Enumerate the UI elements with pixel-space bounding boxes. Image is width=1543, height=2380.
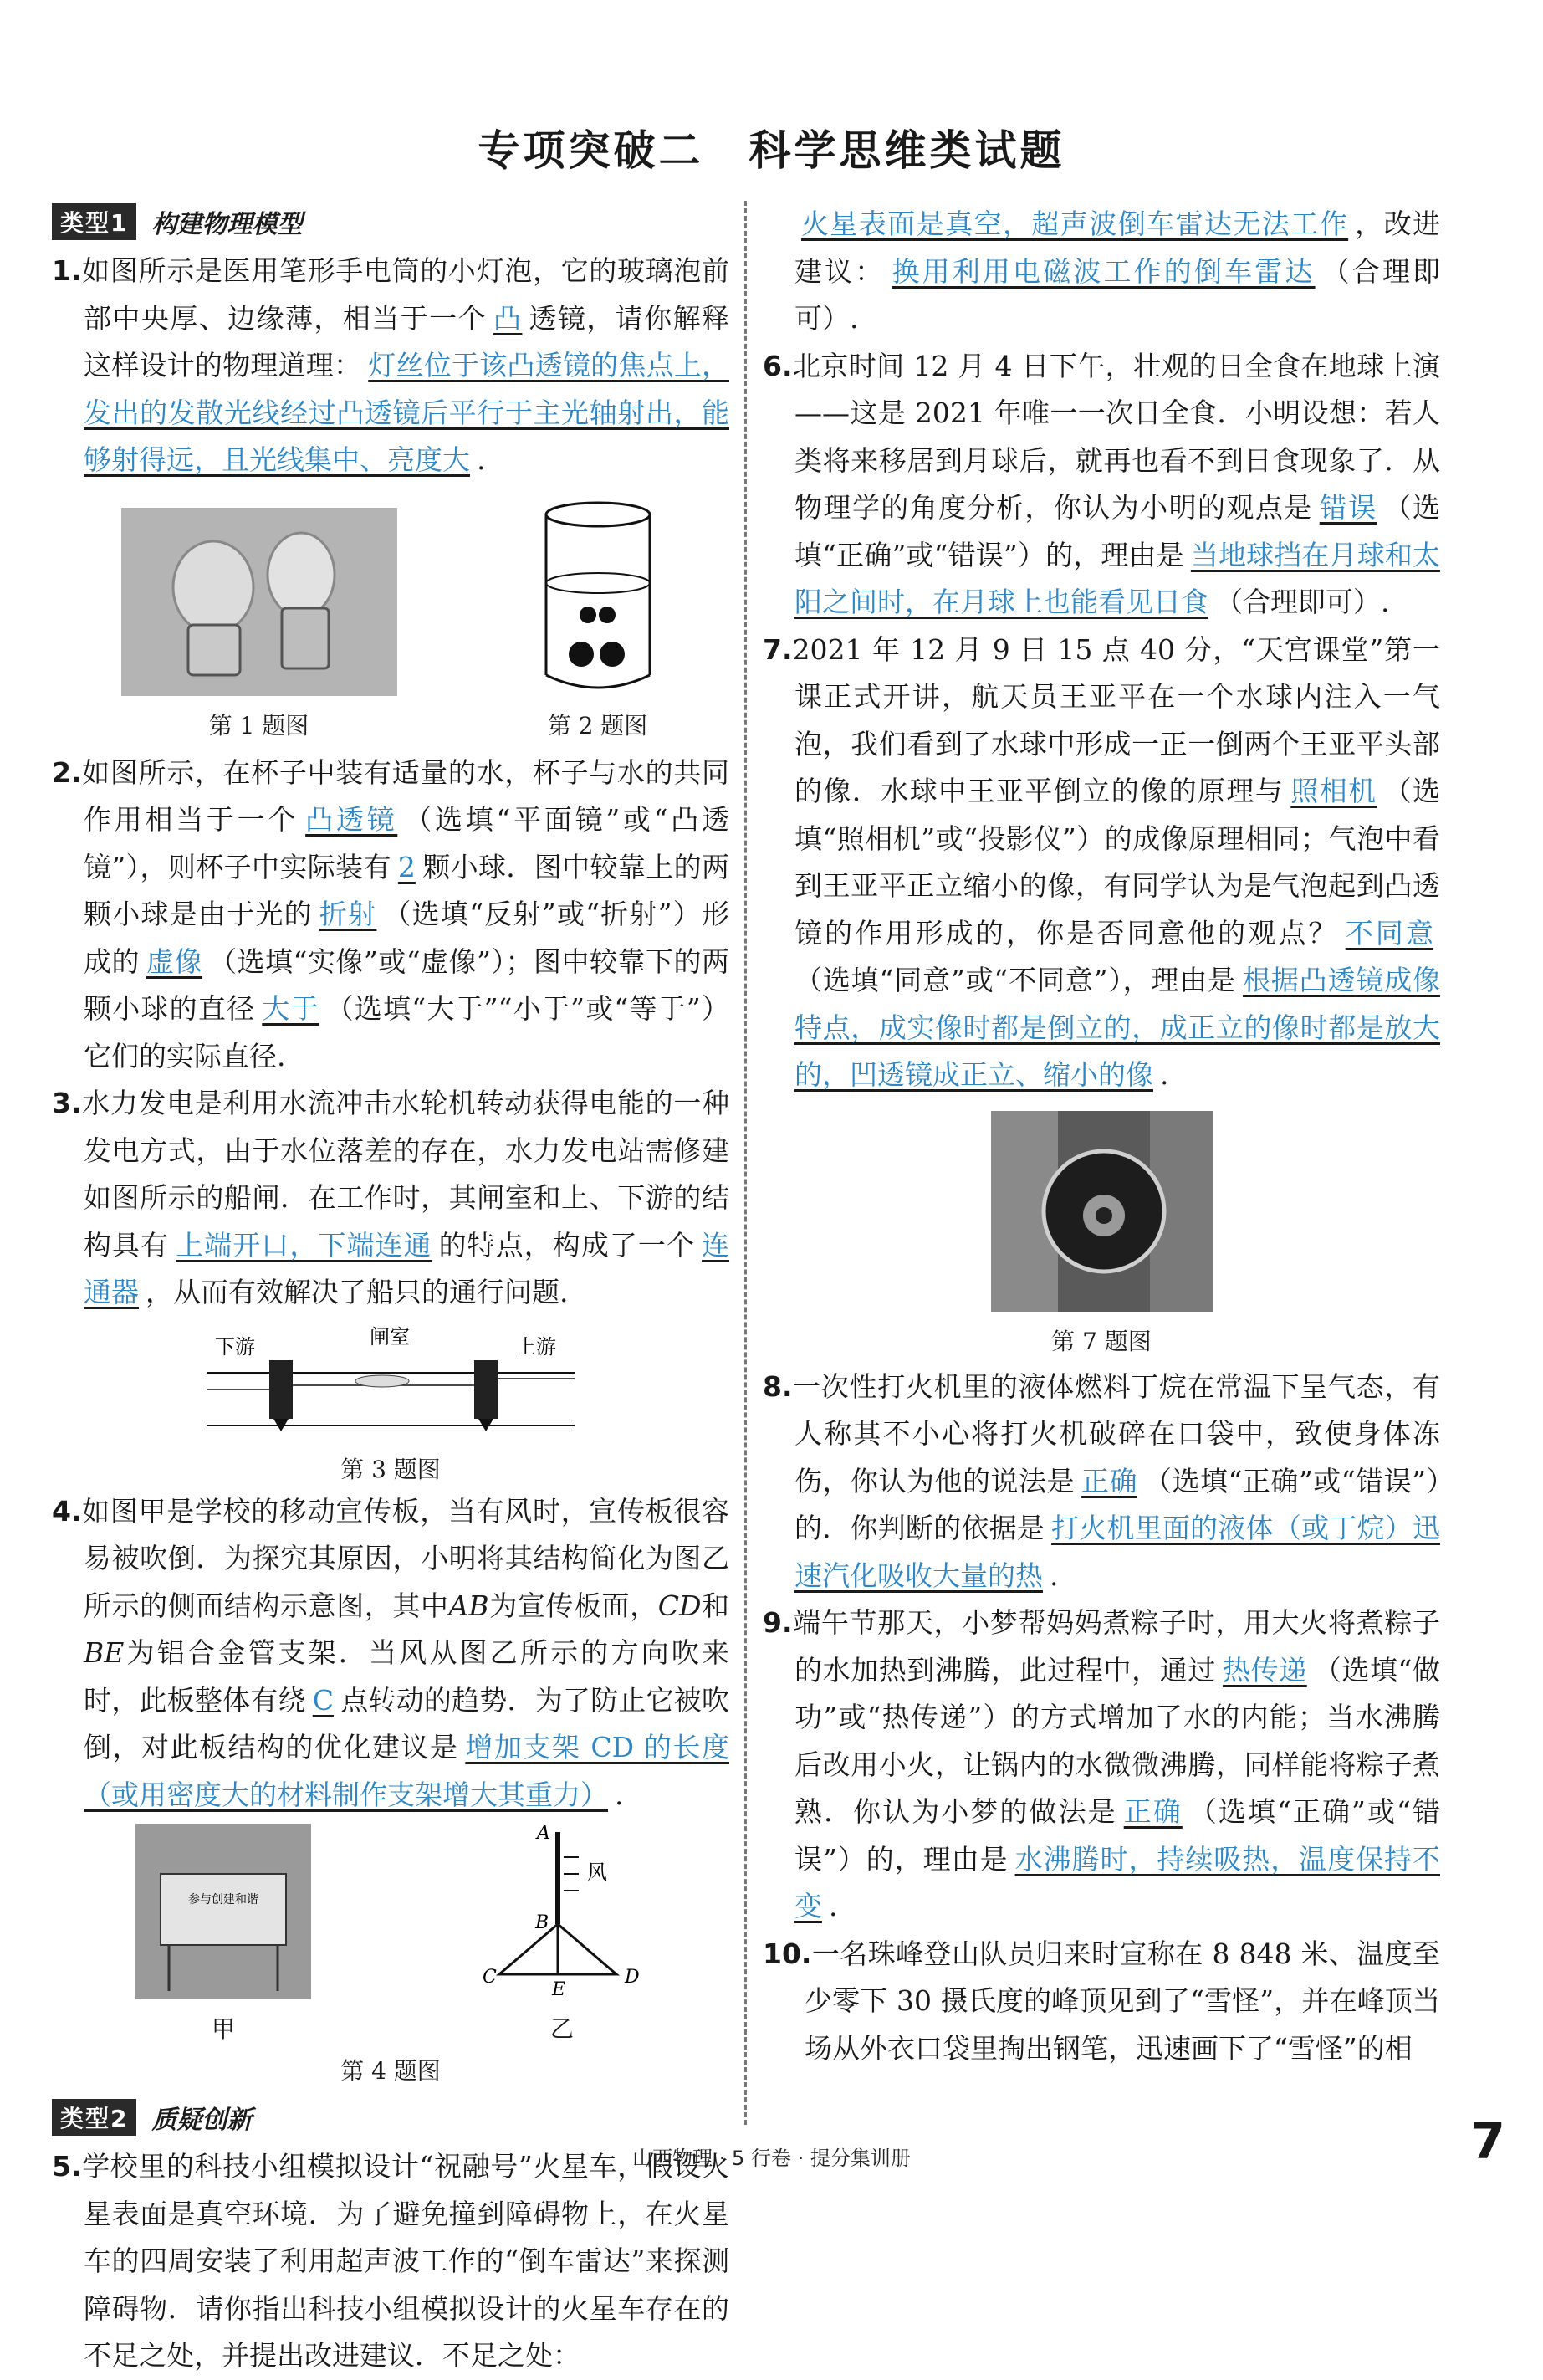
label-upstream: 上游 xyxy=(516,1334,556,1359)
label-jia: 甲 xyxy=(211,2015,235,2043)
label-c: C xyxy=(483,1967,497,1988)
page-title: 专项突破二 科学思维类试题 xyxy=(478,126,1065,175)
answer-blank: 灯丝位于该凸透镜的焦点上，发出的发散光线经过凸透镜后平行于主光轴射出，能够射得远，且光线集中、亮度大 xyxy=(84,349,730,476)
question-1: 1.如图所示是医用笔形手电筒的小灯泡，它的玻璃泡前部中央厚、边缘薄，相当于一个 凸 透镜，请你解释这样设计的物理道理： 灯丝位于该凸透镜的焦点上，发出的发散光线经过凸透镜后平行于主光轴射出，能够射得远，且光线集中、亮度大 . xyxy=(52,254,730,476)
answer-blank: 正确 xyxy=(1081,1464,1138,1497)
answer-blank: 换用利用电磁波工作的倒车雷达 xyxy=(892,254,1316,288)
cup-diagram xyxy=(535,499,661,696)
figure-4 xyxy=(52,1824,729,2045)
figure-3 xyxy=(52,1324,729,1485)
question-4: 4.如图甲是学校的移动宣传板，当有风时，宣传板很容易被吹倒．为探究其原因，小明将其结构简化为图乙所示的侧面结构示意图，其中AB为宣传板面，CD和BE为铝合金管支架．当风从图乙所示的方向吹来时，此板整体有绕 C 点转动的趋势．为了防止它被吹倒，对此板结构的优化建议是 增加支架 CD 的长度（或用密度大的材料制作支架增大其重力） . xyxy=(52,1494,730,1811)
label-wind: 风 xyxy=(587,1860,607,1884)
type2-tag: 类型2 xyxy=(52,2099,136,2136)
page-number: 7 xyxy=(1470,2112,1505,2171)
structure-diagram xyxy=(478,1824,646,1999)
answer-blank: 上端开口，下端连通 xyxy=(176,1228,432,1262)
figure-7-caption: 第 7 题图 xyxy=(1051,1327,1152,1355)
ship-lock-diagram xyxy=(207,1324,575,1440)
bulb-photo xyxy=(121,508,397,696)
water-ball-photo xyxy=(991,1111,1213,1312)
type2-title: 质疑创新 xyxy=(151,2106,253,2135)
figure-4-caption: 第 4 题图 xyxy=(340,2057,441,2085)
left-column xyxy=(52,201,730,2372)
answer-blank: 不同意 xyxy=(1345,916,1434,949)
figure-4-yi xyxy=(478,1824,646,2045)
figure-1 xyxy=(121,508,397,741)
question-7: 7.2021 年 12 月 9 日 15 点 40 分，“天宫课堂”第一课正式开讲，航天员王亚平在一个水球内注入一气泡，我们看到了水球中形成一正一倒两个王亚平头部的像．水球中王亚平倒立的像的原理与 照相机 （选填“照相机”或“投影仪”）的成像原理相同；气泡中看到王亚平正立缩小的像，有同学认为是气泡起到凸透镜的作用形成的，你是否同意他的观点？ 不同意（选填“同意”或“不同意”），理由是 根据凸透镜成像特点，成实像时都是倒立的，成正立的像时都是放大的，凹透镜成正立、缩小的像 . xyxy=(763,632,1441,1091)
column-divider xyxy=(744,201,747,2125)
board-photo xyxy=(135,1824,311,1999)
answer-blank: 凸透镜 xyxy=(305,803,398,836)
answer-blank: 大于 xyxy=(262,992,319,1025)
type1-header xyxy=(52,201,729,243)
question-10: 10.一名珠峰登山队员归来时宣称在 8 848 米、温度至少零下 30 摄氏度的峰顶见到了“雪怪”，并在峰顶当场从外衣口袋里掏出钢笔，迅速画下了“雪怪”的相 xyxy=(763,1937,1440,2065)
answer-blank: 错误 xyxy=(1319,491,1377,524)
type2-header xyxy=(52,2096,729,2138)
answer-blank: 凸 xyxy=(493,301,523,335)
question-6: 6.北京时间 12 月 4 日下午，壮观的日全食在地球上演——这是 2021 年唯一一次日全食．小明设想：若人类将来移居到月球后，就再也看不到日食现象了．从物理学的角度分析，你认为小明的观点是 错误 （选填“正确”或“错误”）的，理由是 当地球挡在月球和太阳之间时，在月球上也能看见日食 （合理即可）. xyxy=(763,349,1441,618)
figure-4-jia xyxy=(135,1824,311,2045)
label-d: D xyxy=(625,1967,640,1988)
figure-3-caption: 第 3 题图 xyxy=(340,1455,441,1483)
type1-title: 构建物理模型 xyxy=(151,210,303,239)
question-5-part1: 5.学校里的科技小组模拟设计“祝融号”火星车，假设火星表面是真空环境．为了避免撞到障碍物上，在火星车的四周安装了利用超声波工作的“倒车雷达”来探测障碍物．请你指出科技小组模拟设计的火星车存在的不足之处，并提出改进建议．不足之处： xyxy=(52,2150,729,2372)
label-a: A xyxy=(537,1823,550,1844)
type1-tag: 类型1 xyxy=(52,203,136,240)
answer-blank: 根据凸透镜成像特点，成实像时都是倒立的，成正立的像时都是放大的，凹透镜成正立、缩小的像 xyxy=(794,964,1441,1091)
question-3: 3.水力发电是利用水流冲击水轮机转动获得电能的一种发电方式，由于水位落差的存在，水力发电站需修建如图所示的船闸．在工作时，其闸室和上、下游的结构具有 上端开口，下端连通 的特点，构成了一个 连通器 ，从而有效解决了船只的通行问题. xyxy=(52,1087,730,1308)
answer-blank: 虚像 xyxy=(146,944,203,978)
label-downstream: 下游 xyxy=(215,1334,255,1359)
answer-blank: 2 xyxy=(397,850,416,883)
right-column xyxy=(763,201,1440,2072)
answer-blank: 打火机里面的液体（或丁烷）迅速汽化吸收大量的热 xyxy=(794,1512,1441,1592)
answer-blank: 折射 xyxy=(319,898,377,930)
question-2: 2.如图所示，在杯子中装有适量的水，杯子与水的共同作用相当于一个 凸透镜 （选填“平面镜”或“凸透镜”），则杯子中实际装有 2 颗小球．图中较靠上的两颗小球是由于光的 折射 （选填“反射”或“折射”）形成的 虚像 （选填“实像”或“虚像”）；图中较靠下的两颗小球的直径 大于 （选填“大于”“小于”或“等于”）它们的实际直径. xyxy=(52,755,730,1072)
figures-1-2 xyxy=(52,499,729,741)
figure-1-caption: 第 1 题图 xyxy=(208,711,309,740)
answer-blank: 增加支架 CD 的长度（或用密度大的材料制作支架增大其重力） xyxy=(84,1731,730,1811)
label-e: E xyxy=(552,1979,566,2000)
board-text: 参与创建和谐 xyxy=(188,1893,258,1907)
answer-blank: 正确 xyxy=(1123,1795,1183,1828)
label-b: B xyxy=(535,1912,549,1933)
figure-2 xyxy=(535,499,661,741)
label-chamber: 闸室 xyxy=(370,1324,410,1349)
answer-blank: 连通器 xyxy=(84,1228,730,1308)
page-footer: 山西物理 · 5 行卷 · 提分集训册 xyxy=(632,2147,911,2170)
answer-blank: 水沸腾时，持续吸热，温度保持不变 xyxy=(794,1842,1441,1922)
answer-blank: 照相机 xyxy=(1290,775,1377,807)
answer-blank: 当地球挡在月球和太阳之间时，在月球上也能看见日食 xyxy=(794,538,1440,618)
answer-blank: 热传递 xyxy=(1222,1653,1307,1686)
figure-7 xyxy=(763,1111,1440,1357)
answer-blank: C xyxy=(312,1683,334,1717)
question-5-part2: 火星表面是真空，超声波倒车雷达无法工作 ，改进建议： 换用利用电磁波工作的倒车雷达 （合理即可）. xyxy=(794,207,1441,335)
figure-2-caption: 第 2 题图 xyxy=(547,711,648,740)
answer-blank: 火星表面是真空，超声波倒车雷达无法工作 xyxy=(801,207,1349,240)
question-9: 9.端午节那天，小梦帮妈妈煮粽子时，用大火将煮粽子的水加热到沸腾，此过程中，通过 热传递 （选填“做功”或“热传递”）的方式增加了水的内能；当水沸腾后改用小火，让锅内的水微微沸腾，同样能将粽子煮熟．你认为小梦的做法是 正确 （选填“正确”或“错误”）的，理由是 水沸腾时，持续吸热，温度保持不变 . xyxy=(763,1606,1441,1922)
label-yi: 乙 xyxy=(549,2015,574,2043)
question-8: 8.一次性打火机里的液体燃料丁烷在常温下呈气态，有人称其不小心将打火机破碎在口袋中，致使身体冻伤，你认为他的说法是 正确 （选填“正确”或“错误”）的．你判断的依据是 打火机里面的液体（或丁烷）迅速汽化吸收大量的热 . xyxy=(763,1369,1441,1592)
